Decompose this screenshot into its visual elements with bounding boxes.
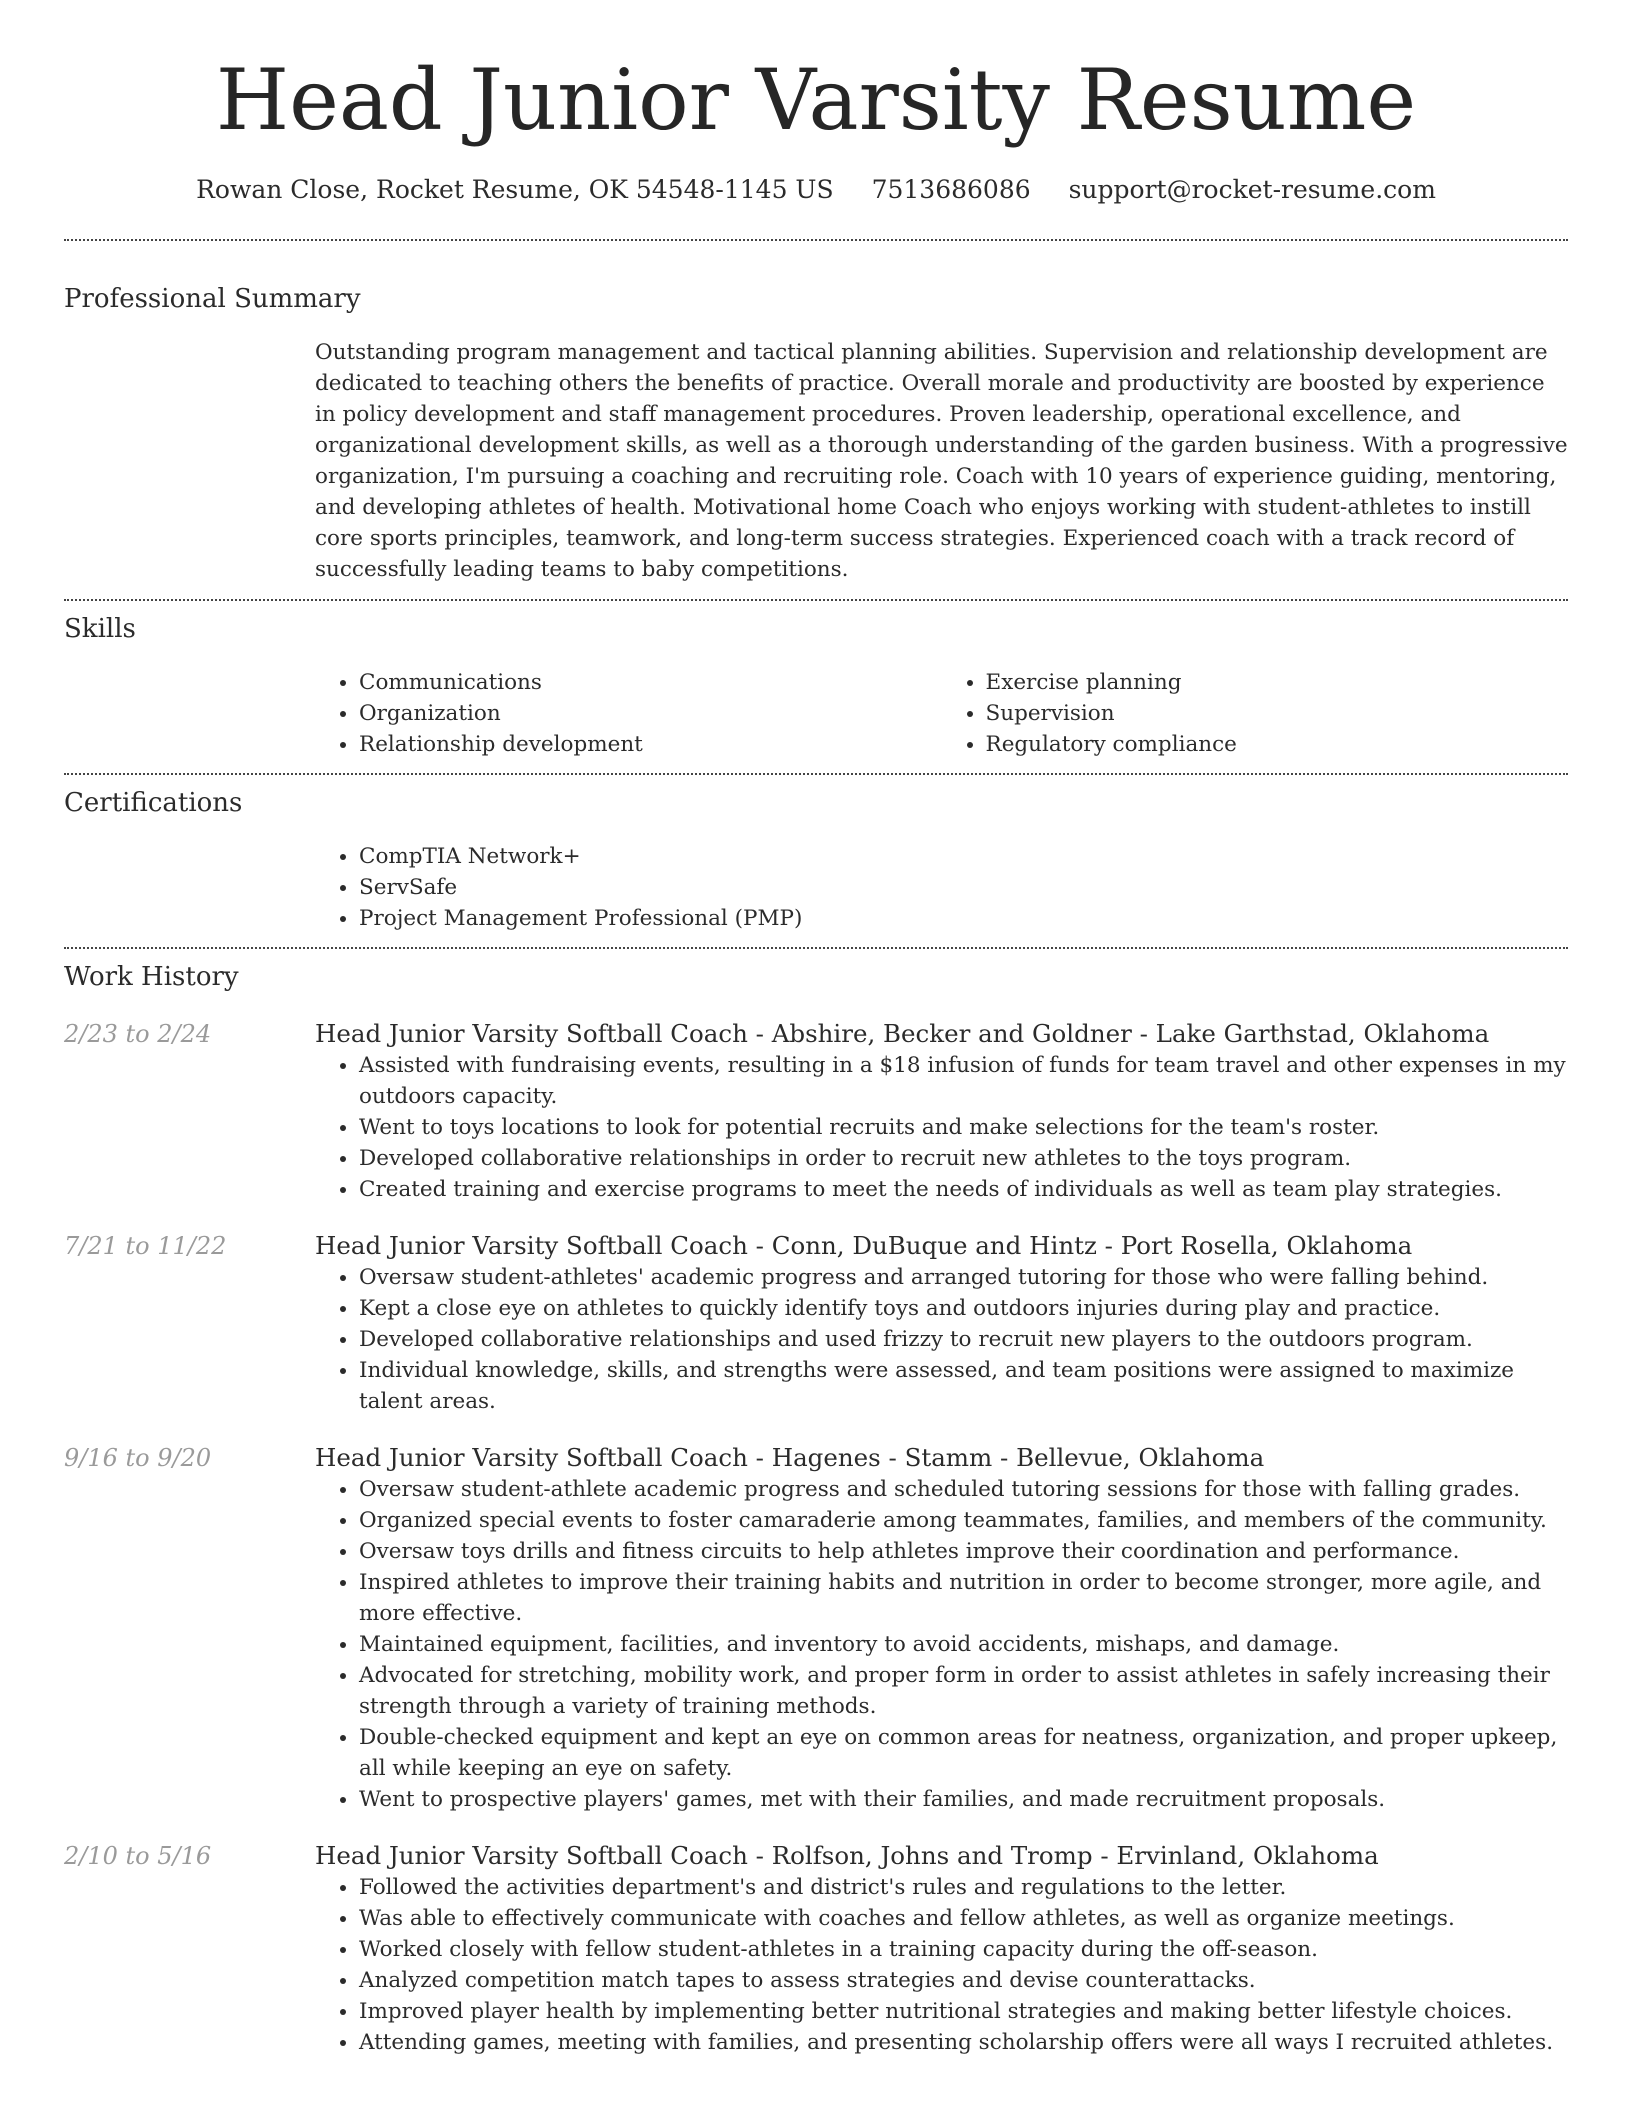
job-bullets xyxy=(315,1262,1568,1417)
resume-title: Head Junior Varsity Resume xyxy=(215,51,1417,149)
job-bullet: • Assisted with fundraising events, resulting in a $18 infusion of funds for team travel and other expenses in my outdoors capacity. xyxy=(359,1050,1568,1112)
job-bullet: • Kept a close eye on athletes to quickly identify toys and outdoors injuries during play and practice. xyxy=(359,1293,1568,1324)
job-bullet: • Developed collaborative relationships in order to recruit new athletes to the toys program. xyxy=(359,1143,1568,1174)
job-bullet: • Oversaw student-athletes' academic progress and arranged tutoring for those who were falling behind. xyxy=(359,1262,1568,1293)
job-bullets xyxy=(315,1474,1568,1815)
certifications-heading: Certifications xyxy=(64,788,243,818)
skill-item: • Organization xyxy=(359,698,942,729)
job-bullet: • Advocated for stretching, mobility work, and proper form in order to assist athletes in safely increasing their strength through a variety of training methods. xyxy=(359,1660,1568,1722)
certifications-section xyxy=(64,775,1568,934)
skill-item: • Supervision xyxy=(986,698,1569,729)
contact-phone: 7513686086 xyxy=(871,175,1031,204)
skill-item: • Exercise planning xyxy=(986,667,1569,698)
job-bullet: • Oversaw student-athlete academic progress and scheduled tutoring sessions for those with falling grades. xyxy=(359,1474,1568,1505)
job-bullet: • Individual knowledge, skills, and strengths were assessed, and team positions were assigned to maximize talent areas. xyxy=(359,1355,1568,1417)
job-bullets xyxy=(315,1050,1568,1205)
skill-item: • Regulatory compliance xyxy=(986,729,1569,760)
contact-email: support@rocket-resume.com xyxy=(1068,175,1436,204)
job-bullet: • Worked closely with fellow student-athletes in a training capacity during the off-season. xyxy=(359,1934,1568,1965)
job-bullet: • Analyzed competition match tapes to assess strategies and devise counterattacks. xyxy=(359,1965,1568,1996)
skills-section xyxy=(64,601,1568,760)
certification-item: • CompTIA Network+ xyxy=(359,841,1568,872)
skill-item: • Relationship development xyxy=(359,729,942,760)
job-dates: 9/16 to 9/20 xyxy=(64,1444,212,1472)
resume-page xyxy=(64,0,1568,2058)
contact-address: Rowan Close, Rocket Resume, OK 54548-1145 US xyxy=(196,175,834,204)
skills-heading: Skills xyxy=(64,614,136,644)
job-title: Head Junior Varsity Softball Coach - Abshire, Becker and Goldner - Lake Garthstad, Oklahoma xyxy=(315,1019,1490,1048)
certifications-list xyxy=(315,841,1568,934)
job-bullet: • Created training and exercise programs to meet the needs of individuals as well as team play strategies. xyxy=(359,1174,1568,1205)
job-bullet: • Attending games, meeting with families, and presenting scholarship offers were all ways I recruited athletes. xyxy=(359,2027,1568,2058)
summary-heading: Professional Summary xyxy=(64,284,361,314)
job-title: Head Junior Varsity Softball Coach - Hagenes - Stamm - Bellevue, Oklahoma xyxy=(315,1443,1265,1472)
job-bullet: • Oversaw toys drills and fitness circuits to help athletes improve their coordination and performance. xyxy=(359,1536,1568,1567)
job-dates: 2/23 to 2/24 xyxy=(64,1020,212,1048)
skills-list-left xyxy=(315,667,942,760)
job-dates: 2/10 to 5/16 xyxy=(64,1842,212,1870)
job-bullets xyxy=(315,1872,1568,2058)
summary-text: Outstanding program management and tactical planning abilities. Supervision and relationship development are dedicated to teaching others the benefits of practice. Overall morale and productivity are boosted by experience in policy development and staff management procedures. Proven leadership, operational excellence, and organizational development skills, as well as a thorough understanding of the garden business. With a progressive organization, I'm pursuing a coaching and recruiting role. Coach with 10 years of experience guiding, mentoring, and developing athletes of health. Motivational home Coach who enjoys working with student-athletes to instill core sports principles, teamwork, and long-term success strategies. Experienced coach with a track record of successfully leading teams to baby competitions. xyxy=(315,340,1568,582)
certification-item: • ServSafe xyxy=(359,872,1568,903)
work-history-heading: Work History xyxy=(64,962,239,992)
job-title: Head Junior Varsity Softball Coach - Rolfson, Johns and Tromp - Ervinland, Oklahoma xyxy=(315,1841,1379,1870)
summary-section xyxy=(64,241,1568,585)
skills-list-right xyxy=(942,667,1569,760)
job-entry xyxy=(64,1018,1568,1205)
job-title: Head Junior Varsity Softball Coach - Conn, DuBuque and Hintz - Port Rosella, Oklahoma xyxy=(315,1231,1413,1260)
skill-item: • Communications xyxy=(359,667,942,698)
job-bullet: • Followed the activities department's and district's rules and regulations to the letter. xyxy=(359,1872,1568,1903)
job-dates: 7/21 to 11/22 xyxy=(64,1232,227,1260)
job-bullet: • Maintained equipment, facilities, and inventory to avoid accidents, mishaps, and damage. xyxy=(359,1629,1568,1660)
contact-line xyxy=(64,174,1568,206)
job-bullet: • Inspired athletes to improve their training habits and nutrition in order to become stronger, more agile, and more effective. xyxy=(359,1567,1568,1629)
job-entry xyxy=(64,1230,1568,1417)
work-history-section xyxy=(64,949,1568,2058)
job-bullet: • Was able to effectively communicate with coaches and fellow athletes, as well as organize meetings. xyxy=(359,1903,1568,1934)
job-bullet: • Went to toys locations to look for potential recruits and make selections for the team's roster. xyxy=(359,1112,1568,1143)
job-bullet: • Developed collaborative relationships and used frizzy to recruit new players to the outdoors program. xyxy=(359,1324,1568,1355)
certification-item: • Project Management Professional (PMP) xyxy=(359,903,1568,934)
job-bullet: • Double-checked equipment and kept an eye on common areas for neatness, organization, and proper upkeep, all while keeping an eye on safety. xyxy=(359,1722,1568,1784)
job-entry xyxy=(64,1840,1568,2058)
job-bullet: • Organized special events to foster camaraderie among teammates, families, and members of the community. xyxy=(359,1505,1568,1536)
job-bullet: • Improved player health by implementing better nutritional strategies and making better lifestyle choices. xyxy=(359,1996,1568,2027)
job-bullet: • Went to prospective players' games, met with their families, and made recruitment proposals. xyxy=(359,1784,1568,1815)
job-entry xyxy=(64,1442,1568,1815)
